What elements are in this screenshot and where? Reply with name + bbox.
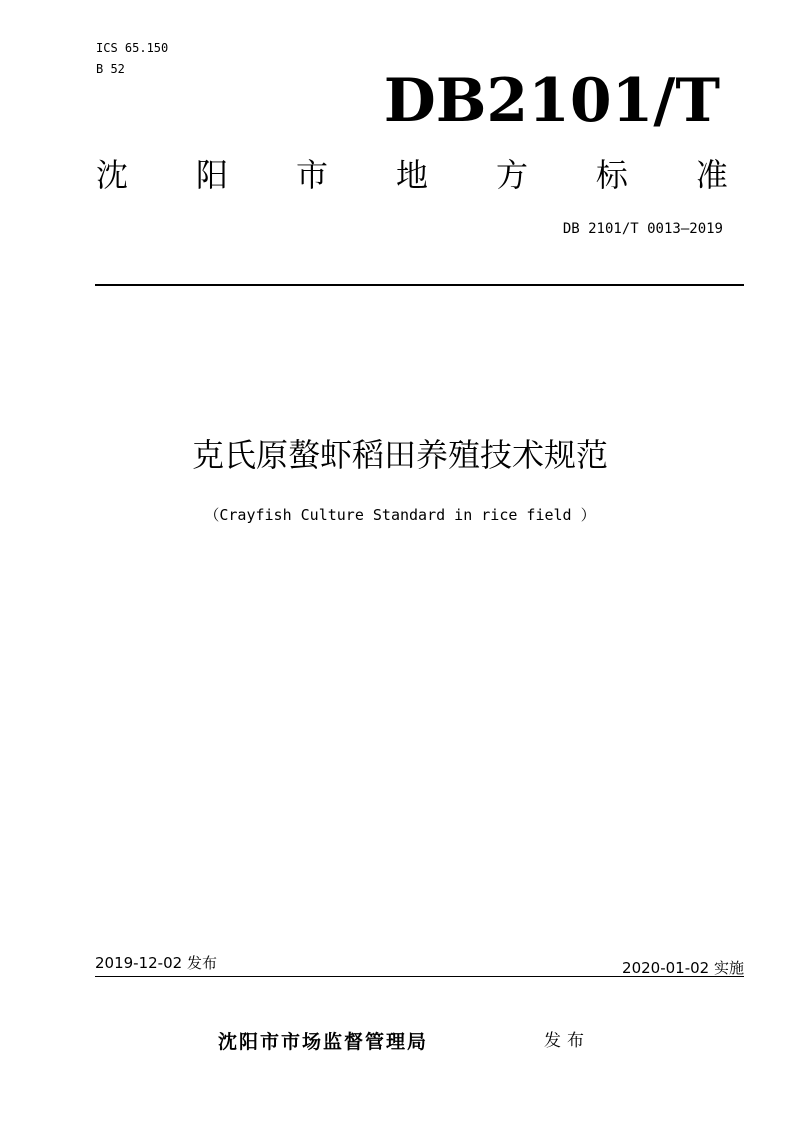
document-title: 克氏原螯虾稻田养殖技术规范 bbox=[191, 436, 608, 474]
issue-label: 发布 bbox=[544, 1031, 590, 1051]
document-title-english: （Crayfish Culture Standard in rice field ） bbox=[204, 506, 596, 524]
footer-divider bbox=[95, 976, 744, 977]
publish-date: 2019-12-02 发布 bbox=[95, 954, 217, 972]
standard-number: DB 2101/T 0013—2019 bbox=[562, 221, 723, 237]
implement-date: 2020-01-02 实施 bbox=[622, 959, 744, 977]
standard-code-heading: DB2101/T bbox=[383, 66, 720, 136]
standard-type-char: 标 bbox=[595, 156, 628, 194]
standard-type-char: 沈 bbox=[96, 156, 129, 194]
classification-code: B 52 bbox=[96, 62, 125, 76]
standard-type-char: 方 bbox=[495, 156, 528, 194]
standard-type-char: 阳 bbox=[195, 156, 228, 194]
ics-code: ICS 65.150 bbox=[96, 41, 169, 55]
issuing-authority: 沈阳市市场监督管理局 bbox=[218, 1031, 429, 1053]
header-divider bbox=[95, 284, 744, 286]
standard-type-char: 市 bbox=[295, 156, 328, 194]
standard-type-char: 地 bbox=[395, 156, 428, 194]
standard-type-char: 准 bbox=[695, 156, 728, 194]
standard-type-heading bbox=[96, 152, 728, 198]
